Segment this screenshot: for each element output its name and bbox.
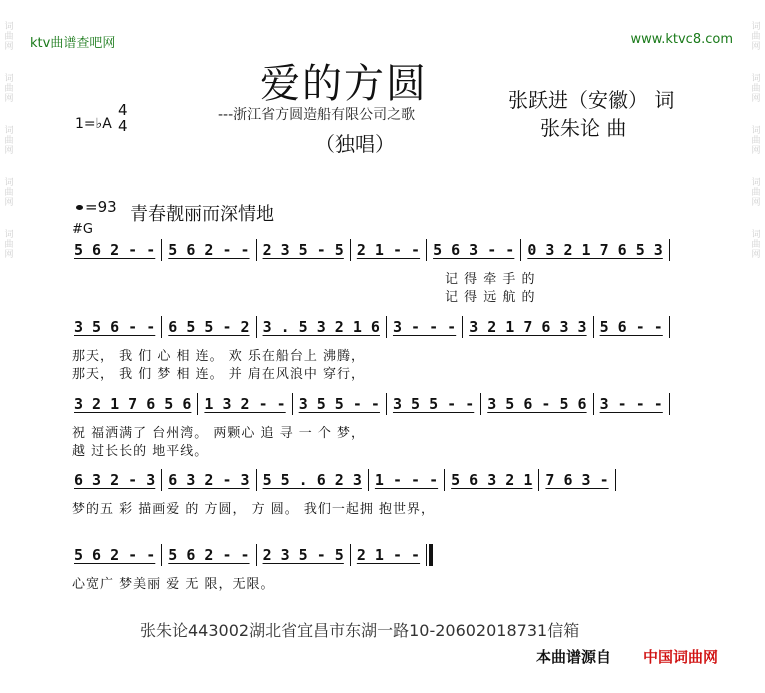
measure: 5 6 3 - - <box>433 241 515 259</box>
measure: 2 1 - - <box>356 546 421 564</box>
measure: 0 3 2 1 7 6 5 3 <box>527 241 663 259</box>
lyric-line: 祝 福洒满了 台州湾。 两颗心 追 寻 一 个 梦， <box>72 426 366 441</box>
lyric-line: 那天， 我 们 心 相 连。 欢 乐在船台上 沸腾， <box>72 349 366 364</box>
measure: 5 6 - - <box>599 318 663 336</box>
final-bar-line <box>429 544 433 566</box>
bar-line <box>669 239 670 261</box>
measure: 3 . 5 3 2 1 6 <box>262 318 380 336</box>
score-line <box>68 236 670 264</box>
song-title: 爱的方圆 <box>260 61 428 107</box>
performance-mode: （独唱） <box>315 132 395 156</box>
measure: 2 3 5 - 5 <box>262 241 344 259</box>
left-watermark: 词 曲 网 词 曲 网 词 曲 网 词 曲 网 词 曲 网 <box>4 22 14 260</box>
site-url-link[interactable]: www.ktvc8.com <box>630 32 733 47</box>
expression-marking: 青春靓丽而深情地 <box>130 204 274 225</box>
measure: 3 5 6 - - <box>74 318 156 336</box>
score-line <box>68 541 433 569</box>
brand-link[interactable]: 中国词曲网 <box>643 648 719 666</box>
measure: 5 5 . 6 2 3 <box>262 471 362 489</box>
measure: 3 2 1 7 6 5 6 <box>74 395 192 413</box>
measure: 7 6 3 - <box>545 471 609 489</box>
right-watermark: 词 曲 网 词 曲 网 词 曲 网 词 曲 网 词 曲 网 <box>751 22 761 260</box>
composer-credit: 张朱论 曲 <box>540 116 627 140</box>
bar-line <box>615 469 616 491</box>
lyric-line: 越 过长长的 地平线。 <box>72 444 209 459</box>
measure: 5 6 2 - - <box>74 546 156 564</box>
bar-line <box>669 393 670 415</box>
measure: 5 6 3 2 1 <box>451 471 533 489</box>
score-line <box>68 466 616 494</box>
measure: 3 - - - <box>599 395 663 413</box>
measure: 3 5 5 - - <box>298 395 380 413</box>
measure: 1 - - - <box>374 471 439 489</box>
measure: 2 1 - - <box>356 241 421 259</box>
measure: 6 3 2 - 3 <box>168 471 250 489</box>
bar-line <box>669 316 670 338</box>
score-line <box>68 390 670 418</box>
score-line <box>68 313 670 341</box>
measure: 5 6 2 - - <box>168 546 250 564</box>
quarter-note-icon <box>76 205 83 210</box>
site-name-link[interactable]: ktv曲谱查吧网 <box>30 36 116 51</box>
key-signature: 1=♭A <box>75 116 112 132</box>
lyric-line: 记 得 牵 手 的 <box>445 272 536 287</box>
lyric-line: 心宽广 梦美丽 爱 无 限，无限。 <box>72 577 275 592</box>
source-label: 本曲谱源自 <box>536 648 612 666</box>
measure: 6 5 5 - 2 <box>168 318 250 336</box>
measure: 2 3 5 - 5 <box>262 546 344 564</box>
lyric-line: 记 得 远 航 的 <box>445 290 536 305</box>
measure: 3 2 1 7 6 3 3 <box>469 318 587 336</box>
measure: 1 3 2 - - <box>204 395 286 413</box>
measure: 5 6 2 - - <box>168 241 250 259</box>
bar-line <box>426 544 427 566</box>
lyric-line: 那天， 我 们 梦 相 连。 并 肩在风浪中 穿行， <box>72 367 366 382</box>
measure: 6 3 2 - 3 <box>74 471 156 489</box>
measure: 5 6 2 - - <box>74 241 156 259</box>
measure: 3 - - - <box>392 318 457 336</box>
time-signature: 4 4 <box>118 101 128 135</box>
measure: 3 5 6 - 5 6 <box>487 395 587 413</box>
measure: 3 5 5 - - <box>392 395 475 413</box>
lyric-line: 梦的五 彩 描画爱 的 方圆， 方 圆。 我们一起拥 抱世界， <box>72 502 436 517</box>
tempo-marking: =93 <box>76 198 117 216</box>
lyricist-credit: 张跃进（安徽） 词 <box>508 88 675 112</box>
chord-marking: #G <box>72 222 93 237</box>
composer-contact: 张朱论443002湖北省宜昌市东湖一路10-20602018731信箱 <box>140 621 580 640</box>
song-subtitle: ---浙江省方圆造船有限公司之歌 <box>218 107 416 123</box>
